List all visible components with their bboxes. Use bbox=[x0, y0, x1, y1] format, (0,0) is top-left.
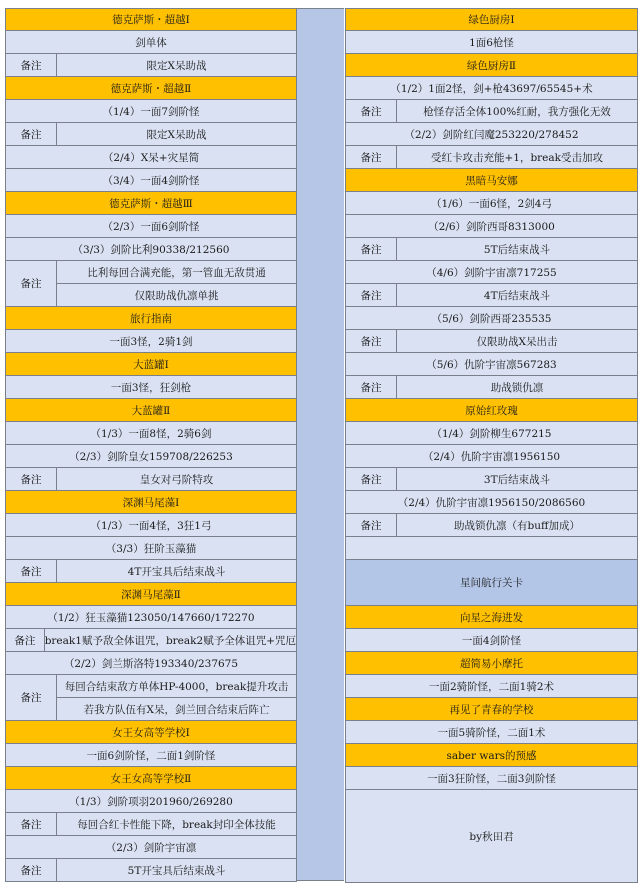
note-label: 备注 bbox=[346, 376, 397, 398]
note-text: 皇女对弓阶特攻 bbox=[57, 468, 296, 490]
stage-detail-row bbox=[346, 491, 638, 514]
note-row bbox=[346, 238, 638, 261]
stage-detail-row bbox=[346, 629, 638, 652]
note-label: 备注 bbox=[6, 560, 57, 582]
stage-header-row bbox=[346, 698, 638, 721]
note-row bbox=[6, 123, 297, 146]
stage-detail: 一面3怪，2骑1剑 bbox=[6, 330, 296, 352]
stage-header: 原始红玫瑰 bbox=[346, 399, 637, 421]
stage-detail: （2/2）剑阶红闫魔253220/278452 bbox=[346, 123, 637, 145]
stage-detail-row bbox=[6, 514, 297, 537]
stage-detail: （2/4）仇阶宇宙凛1956150/2086560 bbox=[346, 491, 637, 513]
stage-header: 大蓝罐Ⅰ bbox=[6, 353, 296, 375]
stage-detail-row bbox=[6, 422, 297, 445]
note-row bbox=[346, 100, 638, 123]
note-label: 备注 bbox=[6, 123, 57, 145]
note-text: 仅限助战仇凛单挑 bbox=[57, 284, 296, 306]
stage-header-row bbox=[346, 399, 638, 422]
stage-detail-row bbox=[6, 146, 297, 169]
note-row bbox=[346, 330, 638, 353]
note-row bbox=[346, 284, 638, 307]
note-text: 枪怪存活全体100%红耐，我方强化无效 bbox=[397, 100, 637, 122]
note-text: 若我方队伍有X呆，剑兰回合结束后阵亡 bbox=[57, 698, 296, 720]
stage-header: 大蓝罐Ⅱ bbox=[6, 399, 296, 421]
stage-detail-row bbox=[346, 307, 638, 330]
note-text: 受红卡攻击充能+1，break受击加攻 bbox=[397, 146, 637, 168]
right-column bbox=[345, 8, 638, 883]
stage-header: 黑暗马安娜 bbox=[346, 169, 637, 191]
stage-detail-row bbox=[6, 169, 297, 192]
stage-header: 绿色厨房Ⅰ bbox=[346, 9, 637, 30]
stage-detail-row bbox=[6, 330, 297, 353]
stage-detail: 一面5骑阶怪，二面1术 bbox=[346, 721, 637, 743]
note-text: 4T开宝具后结束战斗 bbox=[57, 560, 296, 582]
stage-detail: （3/3）狂阶玉藻猫 bbox=[6, 537, 296, 559]
stage-detail-row bbox=[346, 215, 638, 238]
stage-detail: 1面6枪怪 bbox=[346, 31, 637, 53]
note-label: 备注 bbox=[6, 859, 57, 881]
stage-header: 深渊马尾藻Ⅱ bbox=[6, 583, 296, 605]
stage-header-row bbox=[6, 307, 297, 330]
column-gap bbox=[297, 8, 344, 881]
note-row bbox=[6, 675, 297, 721]
note-text: 仅限助战X呆出击 bbox=[397, 330, 637, 352]
stage-header-row bbox=[6, 77, 297, 100]
stage-detail-row bbox=[346, 261, 638, 284]
stage-detail: 一面3狂阶怪，二面3剑阶怪 bbox=[346, 767, 637, 789]
stage-detail-row bbox=[346, 445, 638, 468]
note-label: 备注 bbox=[346, 514, 397, 536]
stage-detail: （4/6）剑阶宇宙凛717255 bbox=[346, 261, 637, 283]
stage-detail-row bbox=[6, 537, 297, 560]
note-row bbox=[346, 146, 638, 169]
stage-detail: （1/3）一面4怪，3狂1弓 bbox=[6, 514, 296, 536]
stage-detail-row bbox=[346, 31, 638, 54]
stage-header-row bbox=[346, 169, 638, 192]
note-row bbox=[346, 514, 638, 537]
stage-header: 德克萨斯・超越Ⅱ bbox=[6, 77, 296, 99]
signature-row bbox=[346, 790, 638, 883]
note-text: 5T开宝具后结束战斗 bbox=[57, 859, 296, 881]
note-row bbox=[346, 468, 638, 491]
stage-detail: （2/3）一面6剑阶怪 bbox=[6, 215, 296, 237]
blank-row bbox=[346, 537, 637, 559]
stage-detail: 一面6剑阶怪，二面1剑阶怪 bbox=[6, 744, 296, 766]
note-label: 备注 bbox=[346, 330, 397, 352]
note-row bbox=[346, 376, 638, 399]
stage-detail: （2/4）X呆+灾星简 bbox=[6, 146, 296, 168]
stage-detail-row bbox=[6, 445, 297, 468]
stage-detail-row bbox=[346, 675, 638, 698]
stage-detail-row bbox=[346, 721, 638, 744]
note-label: 备注 bbox=[6, 261, 57, 306]
note-label: 备注 bbox=[6, 813, 57, 835]
stage-header-row bbox=[6, 767, 297, 790]
stage-header-row bbox=[6, 583, 297, 606]
stage-detail: 一面4剑阶怪 bbox=[346, 629, 637, 651]
note-row bbox=[6, 813, 297, 836]
note-label: 备注 bbox=[6, 54, 57, 76]
stage-header: 再见了青春的学校 bbox=[346, 698, 637, 720]
note-text: 助战锁仇凛 bbox=[397, 376, 637, 398]
stage-detail-row bbox=[6, 606, 297, 629]
note-text: break1赋予敌全体诅咒，break2赋予全体诅咒+咒厄 bbox=[45, 629, 296, 651]
stage-detail: （1/3）剑阶项羽201960/269280 bbox=[6, 790, 296, 812]
stage-detail-row bbox=[346, 123, 638, 146]
note-text: 限定X呆助战 bbox=[57, 54, 296, 76]
stage-detail-row bbox=[6, 238, 297, 261]
note-text: 限定X呆助战 bbox=[57, 123, 296, 145]
stage-header: 向星之海进发 bbox=[346, 606, 637, 628]
stage-header: 深渊马尾藻Ⅰ bbox=[6, 491, 296, 513]
stage-detail: （2/3）剑阶宇宙凛 bbox=[6, 836, 296, 858]
blank-row-row bbox=[346, 537, 638, 560]
stage-detail-row bbox=[346, 353, 638, 376]
stage-header: 旅行指南 bbox=[6, 307, 296, 329]
stage-header-row bbox=[6, 353, 297, 376]
stage-detail: （1/2）1面2怪，剑+枪43697/65545+术 bbox=[346, 77, 637, 99]
note-label: 备注 bbox=[6, 675, 57, 720]
stage-header: 女王女高等学校Ⅰ bbox=[6, 721, 296, 743]
note-text: 3T后结束战斗 bbox=[397, 468, 637, 490]
stage-header-row bbox=[346, 54, 638, 77]
section-banner: 星间航行关卡 bbox=[346, 560, 637, 605]
stage-header-row bbox=[346, 8, 638, 31]
stage-header-row bbox=[6, 491, 297, 514]
stage-detail: （5/6）剑阶西哥235535 bbox=[346, 307, 637, 329]
stage-detail: 剑单体 bbox=[6, 31, 296, 53]
stage-detail-row bbox=[6, 652, 297, 675]
note-row bbox=[6, 560, 297, 583]
stage-detail-row bbox=[346, 767, 638, 790]
stage-detail-row bbox=[346, 192, 638, 215]
stage-detail: （1/6）一面6怪，2剑4弓 bbox=[346, 192, 637, 214]
stage-header-row bbox=[346, 744, 638, 767]
stage-header: 超简易小摩托 bbox=[346, 652, 637, 674]
stage-header-row bbox=[6, 721, 297, 744]
note-text: 比利每回合满充能，第一管血无敌贯通 bbox=[57, 261, 296, 284]
stage-header: 绿色厨房Ⅱ bbox=[346, 54, 637, 76]
stage-detail: （2/6）剑阶西哥8313000 bbox=[346, 215, 637, 237]
stage-detail: （3/3）剑阶比利90338/212560 bbox=[6, 238, 296, 260]
note-text: 每回合结束敌方单体HP-4000，break提升攻击 bbox=[57, 675, 296, 698]
note-text: 5T后结束战斗 bbox=[397, 238, 637, 260]
note-text: 每回合红卡性能下降，break封印全体技能 bbox=[57, 813, 296, 835]
note-label: 备注 bbox=[6, 468, 57, 490]
left-column bbox=[5, 8, 297, 882]
stage-detail: （3/4）一面4剑阶怪 bbox=[6, 169, 296, 191]
note-row bbox=[6, 54, 297, 77]
note-row bbox=[6, 629, 297, 652]
stage-detail-row bbox=[6, 215, 297, 238]
note-label: 备注 bbox=[346, 284, 397, 306]
stage-header-row bbox=[6, 8, 297, 31]
signature: by秋田君 bbox=[346, 790, 637, 882]
stage-detail: （1/3）一面8怪，2骑6剑 bbox=[6, 422, 296, 444]
note-text: 4T后结束战斗 bbox=[397, 284, 637, 306]
note-label: 备注 bbox=[6, 629, 45, 651]
note-row bbox=[6, 261, 297, 307]
stage-detail: 一面3怪，狂剑枪 bbox=[6, 376, 296, 398]
stage-detail: （2/4）仇阶宇宙凛1956150 bbox=[346, 445, 637, 467]
stage-header: 德克萨斯・超越Ⅲ bbox=[6, 192, 296, 214]
stage-detail: （5/6）仇阶宇宙凛567283 bbox=[346, 353, 637, 375]
stage-detail-row bbox=[346, 422, 638, 445]
stage-header-row bbox=[6, 192, 297, 215]
note-label: 备注 bbox=[346, 146, 397, 168]
note-label: 备注 bbox=[346, 238, 397, 260]
note-row bbox=[6, 468, 297, 491]
stage-header: 女王女高等学校Ⅱ bbox=[6, 767, 296, 789]
stage-header: saber wars的预感 bbox=[346, 744, 637, 766]
stage-detail-row bbox=[6, 836, 297, 859]
stage-detail-row bbox=[346, 77, 638, 100]
stage-detail: 一面2骑阶怪，二面1骑2术 bbox=[346, 675, 637, 697]
stage-header: 德克萨斯・超越Ⅰ bbox=[6, 9, 296, 30]
stage-header-row bbox=[6, 399, 297, 422]
note-label: 备注 bbox=[346, 100, 397, 122]
stage-detail: （1/4）一面7剑阶怪 bbox=[6, 100, 296, 122]
stage-detail-row bbox=[6, 100, 297, 123]
stage-detail: （1/2）狂玉藻猫123050/147660/172270 bbox=[6, 606, 296, 628]
note-row bbox=[6, 859, 297, 882]
stage-header-row bbox=[346, 652, 638, 675]
note-text: 助战锁仇凛（有buff加成） bbox=[397, 514, 637, 536]
stage-detail: （2/3）剑阶皇女159708/226253 bbox=[6, 445, 296, 467]
stage-header-row bbox=[346, 606, 638, 629]
stage-detail: （2/2）剑兰斯洛特193340/237675 bbox=[6, 652, 296, 674]
stage-detail-row bbox=[6, 31, 297, 54]
stage-detail-row bbox=[6, 744, 297, 767]
section-banner-row bbox=[346, 560, 638, 606]
stage-detail-row bbox=[6, 790, 297, 813]
note-label: 备注 bbox=[346, 468, 397, 490]
stage-detail-row bbox=[6, 376, 297, 399]
stage-detail: （1/4）剑阶柳生677215 bbox=[346, 422, 637, 444]
